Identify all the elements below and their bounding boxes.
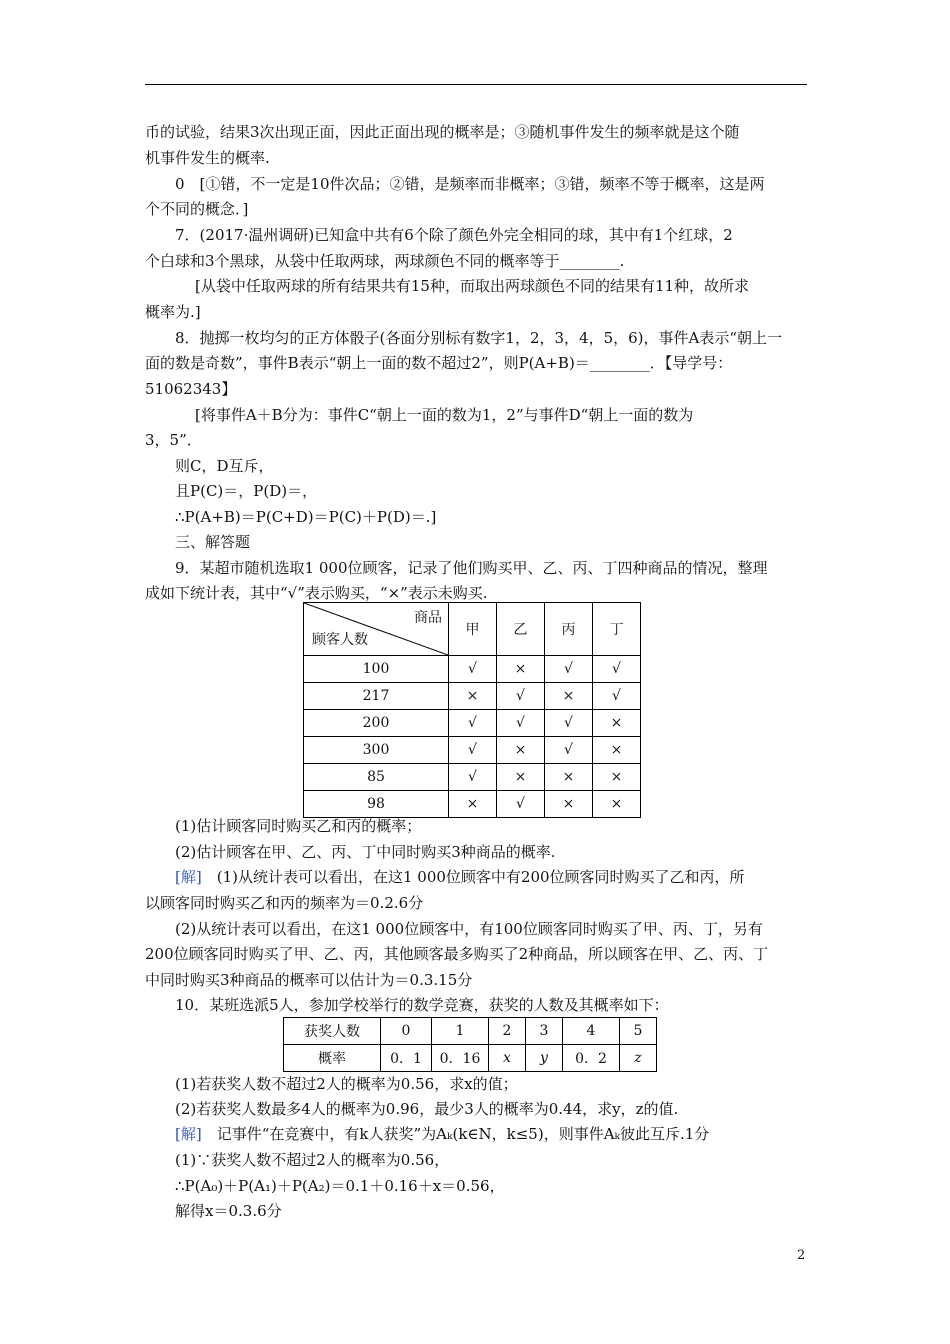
text-line: [从袋中任取两球的所有结果共有15种，而取出两球颜色不同的结果有11种，故所求 — [195, 277, 750, 295]
table-row: 98 × √ × × — [304, 791, 641, 818]
header-rule — [145, 84, 807, 85]
text-line: 7．(2017·温州调研)已知盒中共有6个除了颜色外完全相同的球，其中有1个红球，2 — [175, 226, 733, 244]
text-line: 且P(C)＝，P(D)＝， — [175, 482, 318, 500]
text-line: [解] 记事件“在竞赛中，有k人获奖”为Aₖ(k∈N，k≤5)，则事件Aₖ彼此互斥.1分 — [175, 1125, 710, 1143]
text-line: (2)若获奖人数最多4人的概率为0.96，最少3人的概率为0.44，求y，z的值. — [175, 1100, 679, 1118]
table-row: 200 √ √ √ × — [304, 710, 641, 737]
text-line: (2)估计顾客在甲、乙、丙、丁中同时购买3种商品的概率. — [175, 843, 556, 861]
column-header: 甲 — [449, 603, 497, 656]
text-line: 面的数是奇数”，事件B表示“朝上一面的数不超过2”，则P(A+B)＝________．【导学号： — [145, 354, 733, 372]
text-line: 51062343】 — [145, 380, 237, 398]
text-line: 币的试验，结果3次出现正面，因此正面出现的概率是；③随机事件发生的频率就是这个随 — [145, 123, 740, 141]
text-line: 9．某超市随机选取1 000位顾客，记录了他们购买甲、乙、丙、丁四种商品的情况，整理 — [175, 559, 768, 577]
text-line: 0 [①错，不一定是10件次品；②错，是频率而非概率；③错，频率不等于概率，这是两 — [175, 175, 765, 193]
text-line: 8．抛掷一枚均匀的正方体骰子(各面分别标有数字1，2，3，4，5，6)，事件A表示“朝上一 — [175, 329, 783, 347]
text-line: 机事件发生的概率. — [145, 149, 270, 167]
column-header: 丁 — [593, 603, 641, 656]
table-row: 概率 0．1 0．16 x y 0．2 z — [284, 1045, 657, 1072]
text-line: (1)估计顾客同时购买乙和丙的概率； — [175, 817, 422, 835]
table-row: 217 × √ × √ — [304, 683, 641, 710]
table-row: 100 √ × √ √ — [304, 656, 641, 683]
text-line: 3，5”． — [145, 431, 202, 449]
page-number: 2 — [797, 1248, 806, 1263]
solution-tag: [解] — [175, 1125, 202, 1143]
text-line: [解] (1)从统计表可以看出，在这1 000位顾客中有200位顾客同时购买了乙和丙，所 — [175, 868, 745, 886]
text-line: 200位顾客同时购买了甲、乙、丙，其他顾客最多购买了2种商品，所以顾客在甲、乙、丙、丁 — [145, 945, 769, 963]
text-line: [将事件A＋B分为：事件C“朝上一面的数为1，2”与事件D“朝上一面的数为 — [195, 406, 694, 424]
table-row: 获奖人数 0 1 2 3 4 5 — [284, 1018, 657, 1045]
column-header: 乙 — [497, 603, 545, 656]
table-row: 85 √ × × × — [304, 764, 641, 791]
section-heading: 三、解答题 — [175, 533, 251, 551]
text-line: 个不同的概念．] — [145, 200, 249, 218]
text-line: (1)∵获奖人数不超过2人的概率为0.56， — [175, 1151, 450, 1169]
text-line: ∴P(A+B)＝P(C+D)＝P(C)＋P(D)＝.] — [175, 508, 437, 526]
award-probability-table — [283, 1017, 657, 1072]
table-row: 300 √ × √ × — [304, 737, 641, 764]
text-line: (1)若获奖人数不超过2人的概率为0.56，求x的值； — [175, 1075, 518, 1093]
text-line: 10．某班选派5人，参加学校举行的数学竞赛，获奖的人数及其概率如下： — [175, 996, 669, 1014]
text-line: 成如下统计表，其中“√”表示购买，“×”表示未购买. — [145, 584, 488, 602]
text-line: ∴P(A₀)＋P(A₁)＋P(A₂)＝0.1＋0.16＋x＝0.56， — [175, 1177, 505, 1195]
table-header-diagonal: 商品 顾客人数 — [304, 603, 449, 656]
text-line: 中同时购买3种商品的概率可以估计为＝0.3.15分 — [145, 971, 473, 989]
text-line: (2)从统计表可以看出，在这1 000位顾客中，有100位顾客同时购买了甲、丙、丁，另有 — [175, 920, 763, 938]
column-header: 丙 — [545, 603, 593, 656]
text-line: 解得x＝0.3.6分 — [175, 1202, 282, 1220]
text-line: 个白球和3个黑球，从袋中任取两球，两球颜色不同的概率等于________. — [145, 252, 625, 270]
text-line: 以顾客同时购买乙和丙的频率为＝0.2.6分 — [145, 894, 424, 912]
solution-tag: [解] — [175, 868, 202, 886]
purchase-table — [303, 602, 641, 818]
text-line: 概率为.] — [145, 303, 201, 321]
text-line: 则C，D互斥， — [175, 457, 274, 475]
